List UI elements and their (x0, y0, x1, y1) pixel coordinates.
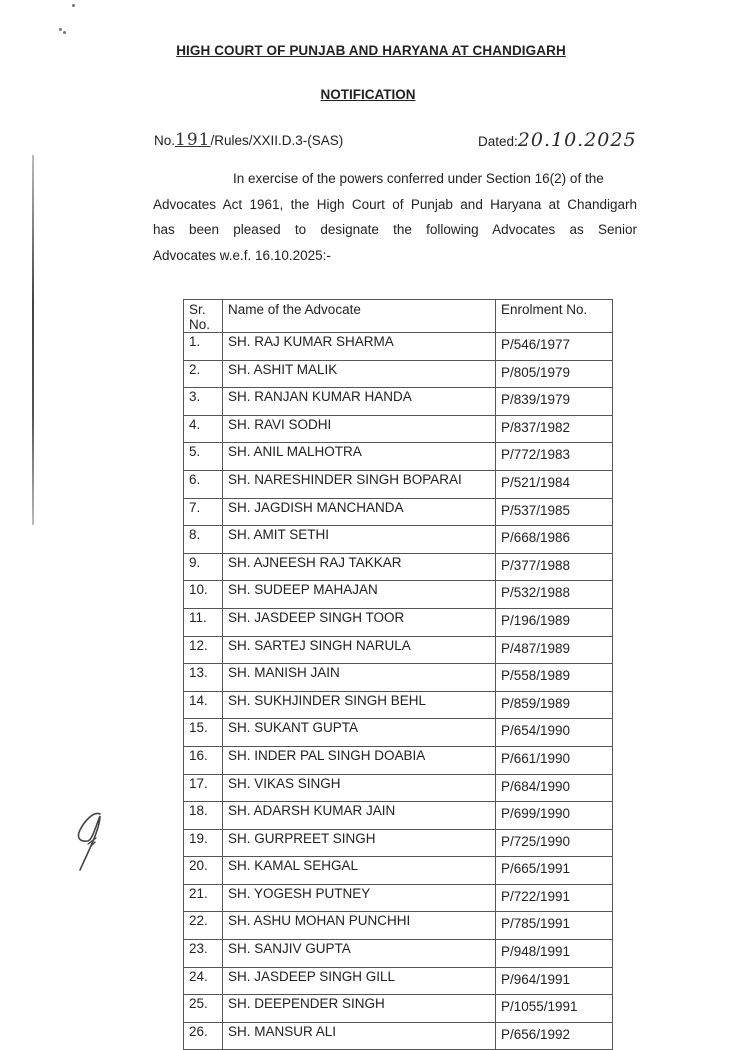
advocate-name-cell: SH. JAGDISH MANCHANDA (223, 498, 496, 526)
table-row (184, 415, 613, 443)
table-row (184, 1022, 613, 1050)
enrolment-no-cell: P/196/1989 (496, 608, 613, 636)
advocate-name-cell: SH. JASDEEP SINGH TOOR (223, 608, 496, 636)
advocate-name-cell: SH. NARESHINDER SINGH BOPARAI (223, 470, 496, 498)
sr-no-cell: 8. (184, 526, 223, 554)
advocate-name-cell: SH. AMIT SETHI (223, 526, 496, 554)
sr-no-cell: 1. (184, 333, 223, 361)
advocate-name-cell: SH. RAJ KUMAR SHARMA (223, 333, 496, 361)
advocate-name-cell: SH. ASHIT MALIK (223, 360, 496, 388)
advocate-name-cell: SH. ASHU MOHAN PUNCHHI (223, 912, 496, 940)
table-row (184, 940, 613, 968)
enrolment-no-cell: P/964/1991 (496, 967, 613, 995)
advocate-name-cell: SH. VIKAS SINGH (223, 774, 496, 802)
table-row (184, 691, 613, 719)
header-enrolment: Enrolment No. (496, 300, 613, 333)
sr-no-cell: 25. (184, 995, 223, 1023)
sr-no-cell: 9. (184, 553, 223, 581)
advocate-name-cell: SH. DEEPENDER SINGH (223, 995, 496, 1023)
sr-no-cell: 2. (184, 360, 223, 388)
enrolment-no-cell: P/839/1979 (496, 388, 613, 416)
table-row (184, 802, 613, 830)
table-body (184, 333, 613, 1050)
scan-speck (72, 4, 75, 7)
table-row (184, 470, 613, 498)
paragraph-line: In exercise of the powers conferred under Section 16(2) of the (233, 171, 604, 186)
table-row (184, 967, 613, 995)
sr-no-cell: 24. (184, 967, 223, 995)
advocate-name-cell: SH. RAVI SODHI (223, 415, 496, 443)
enrolment-no-cell: P/656/1992 (496, 1022, 613, 1050)
table-row (184, 664, 613, 692)
header-sr-no: Sr. No. (184, 300, 223, 333)
sr-no-cell: 7. (184, 498, 223, 526)
dated-value: 20.10.2025 (517, 129, 637, 151)
header-name: Name of the Advocate (223, 300, 496, 333)
enrolment-no-cell: P/1055/1991 (496, 995, 613, 1023)
advocate-name-cell: SH. SUKANT GUPTA (223, 719, 496, 747)
enrolment-no-cell: P/546/1977 (496, 333, 613, 361)
table-row (184, 884, 613, 912)
notification-title: NOTIFICATION (320, 87, 416, 102)
scan-speck (59, 28, 62, 31)
enrolment-no-cell: P/772/1983 (496, 443, 613, 471)
enrolment-no-cell: P/837/1982 (496, 415, 613, 443)
table-row (184, 719, 613, 747)
enrolment-no-cell: P/668/1986 (496, 526, 613, 554)
paragraph-line: Advocates w.e.f. 16.10.2025:- (153, 247, 331, 263)
enrolment-no-cell: P/684/1990 (496, 774, 613, 802)
table-row (184, 608, 613, 636)
table-row (184, 581, 613, 609)
enrolment-no-cell: P/725/1990 (496, 829, 613, 857)
advocate-name-cell: SH. SARTEJ SINGH NARULA (223, 636, 496, 664)
sr-no-cell: 6. (184, 470, 223, 498)
table-row (184, 857, 613, 885)
enrolment-no-cell: P/532/1988 (496, 581, 613, 609)
advocate-name-cell: SH. GURPREET SINGH (223, 829, 496, 857)
sr-no-cell: 3. (184, 388, 223, 416)
sr-no-cell: 13. (184, 664, 223, 692)
advocate-name-cell: SH. INDER PAL SINGH DOABIA (223, 746, 496, 774)
sr-no-cell: 11. (184, 608, 223, 636)
table-row (184, 498, 613, 526)
reference-suffix: /Rules/XXII.D.3-(SAS) (210, 133, 344, 148)
sr-no-cell: 18. (184, 802, 223, 830)
enrolment-no-cell: P/699/1990 (496, 802, 613, 830)
advocate-name-cell: SH. KAMAL SEHGAL (223, 857, 496, 885)
sr-no-cell: 14. (184, 691, 223, 719)
advocate-name-cell: SH. ADARSH KUMAR JAIN (223, 802, 496, 830)
scan-speck (63, 31, 66, 34)
enrolment-no-cell: P/859/1989 (496, 691, 613, 719)
dated-label: Dated: (478, 134, 518, 149)
enrolment-no-cell: P/722/1991 (496, 884, 613, 912)
margin-line (32, 155, 34, 525)
table-row (184, 360, 613, 388)
sr-no-cell: 15. (184, 719, 223, 747)
sr-no-cell: 17. (184, 774, 223, 802)
reference-number: 191 (175, 130, 211, 150)
sr-no-cell: 19. (184, 829, 223, 857)
table-row (184, 995, 613, 1023)
court-title: HIGH COURT OF PUNJAB AND HARYANA AT CHANDIGARH (176, 43, 566, 58)
signature-icon (58, 808, 108, 883)
table-row (184, 912, 613, 940)
advocate-name-cell: SH. YOGESH PUTNEY (223, 884, 496, 912)
enrolment-no-cell: P/805/1979 (496, 360, 613, 388)
table-row (184, 333, 613, 361)
paragraph-line: Advocates Act 1961, the High Court of Punjab and Haryana at Chandigarh (153, 196, 637, 212)
enrolment-no-cell: P/537/1985 (496, 498, 613, 526)
notification-paragraph (153, 166, 637, 268)
advocate-name-cell: SH. JASDEEP SINGH GILL (223, 967, 496, 995)
sr-no-cell: 21. (184, 884, 223, 912)
sr-no-cell: 10. (184, 581, 223, 609)
table-row (184, 774, 613, 802)
table-row (184, 636, 613, 664)
enrolment-no-cell: P/377/1988 (496, 553, 613, 581)
sr-no-cell: 4. (184, 415, 223, 443)
advocate-name-cell: SH. AJNEESH RAJ TAKKAR (223, 553, 496, 581)
enrolment-no-cell: P/948/1991 (496, 940, 613, 968)
advocate-name-cell: SH. SUDEEP MAHAJAN (223, 581, 496, 609)
table-row (184, 746, 613, 774)
sr-no-cell: 16. (184, 746, 223, 774)
sr-no-cell: 20. (184, 857, 223, 885)
table-row (184, 388, 613, 416)
table-header-row (184, 300, 613, 333)
advocate-name-cell: SH. MANISH JAIN (223, 664, 496, 692)
table-row (184, 553, 613, 581)
table-row (184, 829, 613, 857)
advocates-table (183, 299, 613, 1050)
sr-no-cell: 23. (184, 940, 223, 968)
dated-line (478, 129, 637, 151)
sr-no-cell: 22. (184, 912, 223, 940)
sr-no-cell: 5. (184, 443, 223, 471)
advocate-name-cell: SH. SANJIV GUPTA (223, 940, 496, 968)
enrolment-no-cell: P/654/1990 (496, 719, 613, 747)
enrolment-no-cell: P/785/1991 (496, 912, 613, 940)
table-row (184, 443, 613, 471)
enrolment-no-cell: P/665/1991 (496, 857, 613, 885)
enrolment-no-cell: P/487/1989 (496, 636, 613, 664)
table-row (184, 526, 613, 554)
reference-prefix: No. (154, 133, 176, 148)
enrolment-no-cell: P/521/1984 (496, 470, 613, 498)
reference-number-line (154, 130, 343, 150)
advocate-name-cell: SH. RANJAN KUMAR HANDA (223, 388, 496, 416)
sr-no-cell: 12. (184, 636, 223, 664)
paragraph-line: has been pleased to designate the following Advocates as Senior (153, 222, 637, 237)
sr-no-cell: 26. (184, 1022, 223, 1050)
advocate-name-cell: SH. SUKHJINDER SINGH BEHL (223, 691, 496, 719)
enrolment-no-cell: P/661/1990 (496, 746, 613, 774)
advocate-name-cell: SH. MANSUR ALI (223, 1022, 496, 1050)
enrolment-no-cell: P/558/1989 (496, 664, 613, 692)
advocate-name-cell: SH. ANIL MALHOTRA (223, 443, 496, 471)
